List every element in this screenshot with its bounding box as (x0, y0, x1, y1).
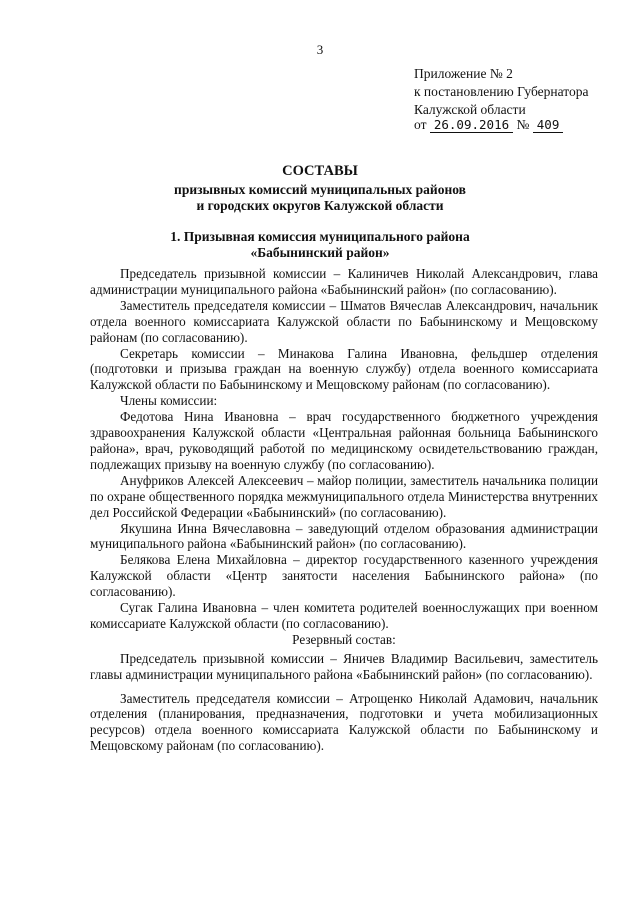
paragraph-reserve-deputy: Заместитель председателя комиссии – Атрощенко Николай Адамович, начальник отделения (планирования, предназначения, подготовки и учета мобилизационных ресурсов) отдела военного комиссариата Калужской области по Бабынинскому и Мещовскому районам (по согласованию). (90, 690, 598, 754)
section-title-line1: 1. Призывная комиссия муниципального района (170, 229, 470, 244)
paragraph-deputy: Заместитель председателя комиссии – Шматов Вячеслав Александрович, начальник отдела военного комиссариата Калужской области по Бабынинскому и Мещовскому районам (по согласованию). (90, 297, 598, 345)
document-subtitle-line1: призывных комиссий муниципальных районов (174, 182, 466, 197)
paragraph-member-fedotova: Федотова Нина Ивановна – врач государственного бюджетного учреждения здравоохранения Калужской области «Центральная районная больница Бабынинского района», врач, руководящий работой по медицинскому освидетельствованию граждан, подлежащих призыву на военную службу (по согласованию). (90, 409, 598, 472)
date-prefix: от (414, 117, 427, 132)
document-body (90, 266, 598, 754)
reserve-heading: Резервный состав: (292, 631, 396, 647)
members-heading: Члены комиссии: (120, 393, 218, 409)
paragraph-member-sugak: Сугак Галина Ивановна – член комитета родителей военнослужащих при военном комиссариате Калужской области (по согласованию). (90, 600, 598, 631)
paragraph-member-anufrikov: Ануфриков Алексей Алексеевич – майор полиции, заместитель начальника полиции по охране общественного порядка межмуниципального отдела Министерства внутренних дел Российской Федерации «Бабынинский» (по согласованию). (90, 472, 598, 520)
appendix-title: Приложение № 2 (414, 66, 513, 81)
paragraph-secretary: Секретарь комиссии – Минакова Галина Ивановна, фельдшер отделения (подготовки и призыва граждан на военную службу) отдела военного комиссариата Калужской области по Бабынинскому и Мещовскому районам (по согласованию). (90, 345, 598, 393)
section-title-line2: «Бабынинский район» (250, 245, 390, 260)
appendix-block (414, 65, 588, 119)
paragraph-chairman: Председатель призывной комиссии – Калиничев Николай Александрович, глава администрации муниципального района «Бабынинский район» (по согласованию). (90, 266, 598, 297)
appendix-region: Калужской области (414, 102, 526, 117)
paragraph-member-belyakova: Белякова Елена Михайловна – директор государственного казенного учреждения Калужской области «Центр занятости населения Бабынинского района» (по согласованию). (90, 552, 598, 600)
paragraph-member-yakushina: Якушина Инна Вячеславовна – заведующий отделом образования администрации муниципального района «Бабынинский район» (по согласованию). (90, 520, 598, 552)
document-subtitle-line2: и городских округов Калужской области (196, 198, 444, 213)
page-number: 3 (316, 42, 324, 57)
number-prefix: № (516, 117, 530, 132)
document-title: СОСТАВЫ (282, 163, 358, 179)
decree-number: 409 (533, 117, 564, 133)
decree-date: 26.09.2016 (430, 117, 513, 133)
appendix-decree: к постановлению Губернатора (414, 84, 589, 99)
paragraph-reserve-chairman: Председатель призывной комиссии – Яничев Владимир Васильевич, заместитель главы администрации муниципального района «Бабынинский район» (по согласованию). (90, 650, 598, 682)
decree-date-line (414, 117, 563, 133)
